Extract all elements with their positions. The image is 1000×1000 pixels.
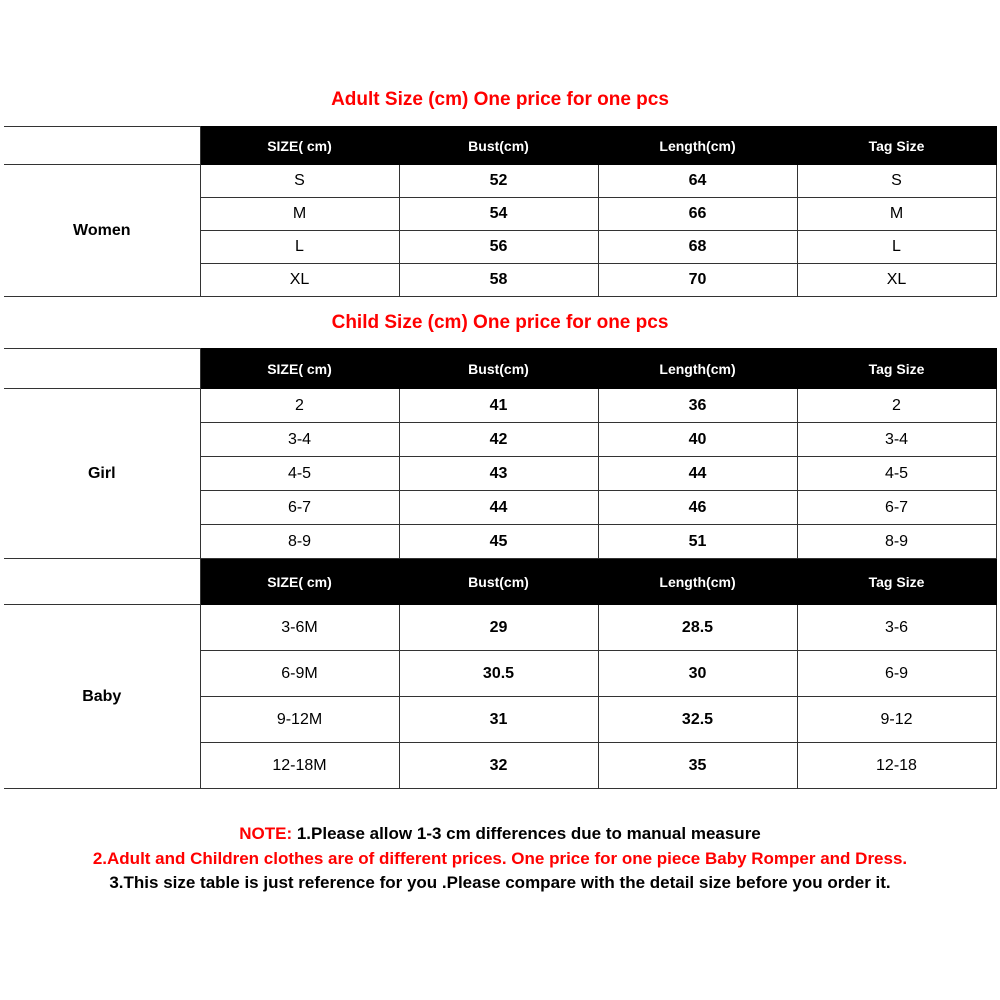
length-cell: 40 xyxy=(598,423,797,457)
tag-size-cell: S xyxy=(797,165,996,198)
adult-size-table xyxy=(4,126,997,297)
size-cell: M xyxy=(200,198,399,231)
group-label-baby: Baby xyxy=(4,605,200,789)
header-length: Length(cm) xyxy=(598,559,797,605)
tag-size-cell: 8-9 xyxy=(797,525,996,559)
tag-size-cell: 12-18 xyxy=(797,743,996,789)
header-blank-cell xyxy=(4,559,200,605)
header-bust: Bust(cm) xyxy=(399,349,598,389)
header-size: SIZE( cm) xyxy=(200,559,399,605)
note-line-1 xyxy=(0,822,1000,847)
size-cell: 9-12M xyxy=(200,697,399,743)
size-cell: 6-9M xyxy=(200,651,399,697)
group-label-girl: Girl xyxy=(4,389,200,559)
bust-cell: 30.5 xyxy=(399,651,598,697)
table-header-row xyxy=(4,127,996,165)
table-header-row xyxy=(4,349,996,389)
length-cell: 30 xyxy=(598,651,797,697)
tag-size-cell: 2 xyxy=(797,389,996,423)
bust-cell: 43 xyxy=(399,457,598,491)
size-cell: XL xyxy=(200,264,399,297)
bust-cell: 52 xyxy=(399,165,598,198)
table-row xyxy=(4,165,996,198)
tag-size-cell: L xyxy=(797,231,996,264)
table-row xyxy=(4,389,996,423)
header-tag-size: Tag Size xyxy=(797,127,996,165)
note-line-2: 2.Adult and Children clothes are of different prices. One price for one piece Baby Romper and Dress. xyxy=(92,848,908,868)
size-cell: L xyxy=(200,231,399,264)
header-bust: Bust(cm) xyxy=(399,559,598,605)
note-line-3: 3.This size table is just reference for you .Please compare with the detail size before you order it. xyxy=(109,873,891,892)
child-size-title: Child Size (cm) One price for one pcs xyxy=(331,312,669,333)
size-cell: S xyxy=(200,165,399,198)
length-cell: 70 xyxy=(598,264,797,297)
bust-cell: 42 xyxy=(399,423,598,457)
size-cell: 4-5 xyxy=(200,457,399,491)
header-bust: Bust(cm) xyxy=(399,127,598,165)
tag-size-cell: XL xyxy=(797,264,996,297)
tag-size-cell: 6-9 xyxy=(797,651,996,697)
bust-cell: 58 xyxy=(399,264,598,297)
bust-cell: 32 xyxy=(399,743,598,789)
header-tag-size: Tag Size xyxy=(797,559,996,605)
group-label-women: Women xyxy=(4,165,200,297)
header-blank-cell xyxy=(4,127,200,165)
size-cell: 8-9 xyxy=(200,525,399,559)
length-cell: 32.5 xyxy=(598,697,797,743)
note-label: NOTE: xyxy=(239,824,293,843)
header-length: Length(cm) xyxy=(598,127,797,165)
length-cell: 66 xyxy=(598,198,797,231)
length-cell: 51 xyxy=(598,525,797,559)
tag-size-cell: 3-6 xyxy=(797,605,996,651)
length-cell: 46 xyxy=(598,491,797,525)
child-size-table xyxy=(4,348,997,789)
header-length: Length(cm) xyxy=(598,349,797,389)
bust-cell: 45 xyxy=(399,525,598,559)
bust-cell: 56 xyxy=(399,231,598,264)
length-cell: 44 xyxy=(598,457,797,491)
bust-cell: 54 xyxy=(399,198,598,231)
table-row xyxy=(4,605,996,651)
tag-size-cell: 3-4 xyxy=(797,423,996,457)
table-header-row-baby xyxy=(4,559,996,605)
adult-size-title: Adult Size (cm) One price for one pcs xyxy=(331,89,669,110)
bust-cell: 31 xyxy=(399,697,598,743)
header-size: SIZE( cm) xyxy=(200,127,399,165)
note-text-1: 1.Please allow 1-3 cm differences due to manual measure xyxy=(292,824,761,843)
size-cell: 3-6M xyxy=(200,605,399,651)
bust-cell: 41 xyxy=(399,389,598,423)
length-cell: 28.5 xyxy=(598,605,797,651)
tag-size-cell: 9-12 xyxy=(797,697,996,743)
tag-size-cell: 6-7 xyxy=(797,491,996,525)
size-cell: 12-18M xyxy=(200,743,399,789)
tag-size-cell: M xyxy=(797,198,996,231)
header-blank-cell xyxy=(4,349,200,389)
length-cell: 68 xyxy=(598,231,797,264)
notes-block xyxy=(0,822,1000,896)
size-cell: 3-4 xyxy=(200,423,399,457)
length-cell: 35 xyxy=(598,743,797,789)
tag-size-cell: 4-5 xyxy=(797,457,996,491)
length-cell: 36 xyxy=(598,389,797,423)
bust-cell: 29 xyxy=(399,605,598,651)
header-size: SIZE( cm) xyxy=(200,349,399,389)
header-tag-size: Tag Size xyxy=(797,349,996,389)
size-cell: 2 xyxy=(200,389,399,423)
bust-cell: 44 xyxy=(399,491,598,525)
size-cell: 6-7 xyxy=(200,491,399,525)
length-cell: 64 xyxy=(598,165,797,198)
